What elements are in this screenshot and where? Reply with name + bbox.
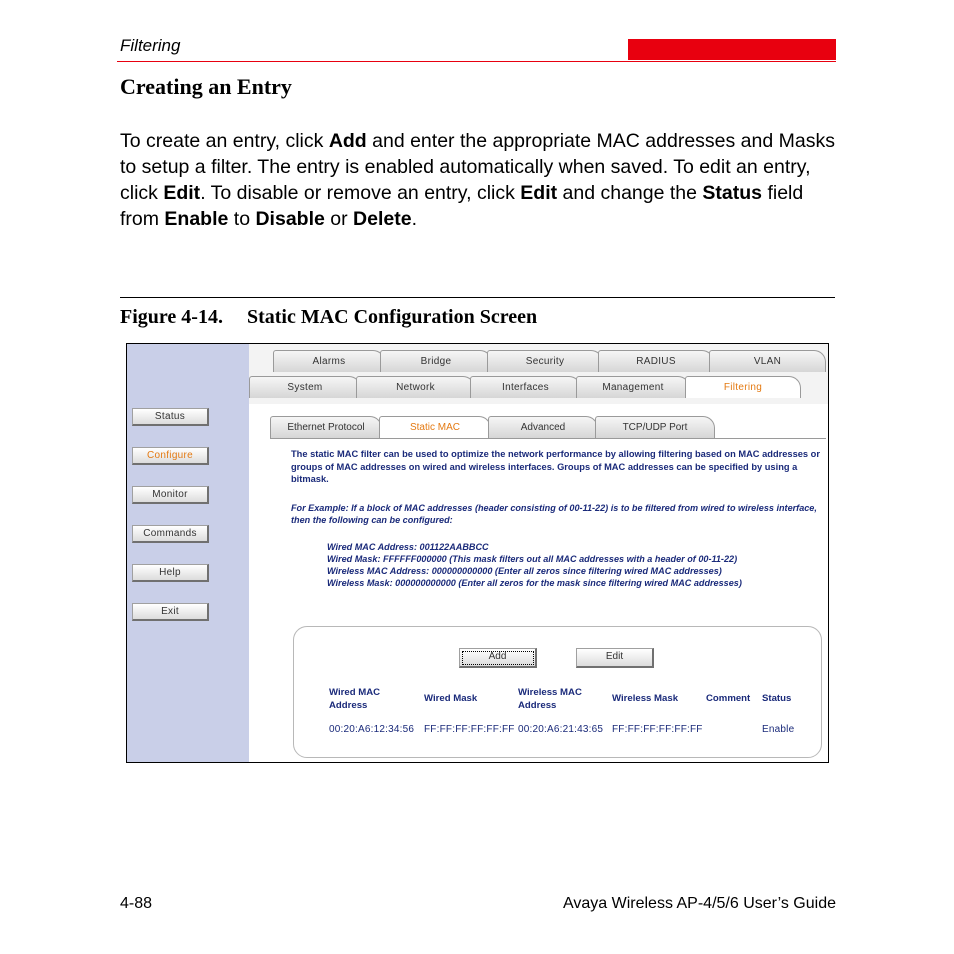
nav-help-button[interactable]: Help xyxy=(132,564,209,582)
text-run: to xyxy=(228,208,256,230)
text-run: . xyxy=(411,208,417,230)
column-header-wired-mask: Wired Mask xyxy=(424,693,478,704)
text-run: and enter the appropriate MAC addresses and Masks to setup a filter. The entry is enabled automatically when saved. To edit an entry, click xyxy=(120,130,835,204)
bold-term: Status xyxy=(702,182,763,204)
static-mac-screenshot xyxy=(126,343,829,763)
tab-vlan[interactable]: VLAN xyxy=(709,350,826,372)
subtab-ethernet-protocol[interactable]: Ethernet Protocol xyxy=(270,416,382,438)
side-nav-panel xyxy=(127,344,249,762)
example-lines xyxy=(327,541,742,589)
tab-filtering[interactable]: Filtering xyxy=(685,376,801,398)
bold-term: Delete xyxy=(353,208,412,230)
column-header-wireless-mac: Wireless MAC Address xyxy=(518,687,582,711)
text-run: . To disable or remove an entry, click xyxy=(200,182,521,204)
nav-monitor-button[interactable]: Monitor xyxy=(132,486,209,504)
edit-button[interactable]: Edit xyxy=(576,648,654,668)
bold-term: Edit xyxy=(163,182,201,204)
nav-commands-button[interactable]: Commands xyxy=(132,525,209,543)
text-run: or xyxy=(324,208,354,230)
tab-system[interactable]: System xyxy=(249,376,361,398)
figure-rule xyxy=(120,297,835,298)
header-accent-bar xyxy=(628,39,836,60)
section-title: Creating an Entry xyxy=(120,74,292,99)
tab-bridge[interactable]: Bridge xyxy=(380,350,492,372)
subtab-baseline xyxy=(270,438,826,439)
cell-wireless-mask: FF:FF:FF:FF:FF:FF xyxy=(612,724,703,735)
nav-exit-button[interactable]: Exit xyxy=(132,603,209,621)
example-line: Wireless Mask: 000000000000 (Enter all zeros for the mask since filtering wired MAC addresses) xyxy=(327,578,742,588)
tab-interfaces[interactable]: Interfaces xyxy=(470,376,581,398)
example-line: Wired MAC Address: 001122AABBCC xyxy=(327,542,489,552)
running-header: Filtering xyxy=(120,36,181,55)
figure-caption xyxy=(120,306,537,329)
column-header-wireless-mask: Wireless Mask xyxy=(612,693,679,704)
text-run: field from xyxy=(120,182,804,230)
instruction-paragraph xyxy=(120,128,840,232)
example-line: Wireless MAC Address: 000000000000 (Enter all zeros since filtering wired MAC addresses) xyxy=(327,566,722,576)
add-button[interactable]: Add xyxy=(459,648,537,668)
text-run: To create an entry, click xyxy=(120,130,329,152)
nav-status-button[interactable]: Status xyxy=(132,408,209,426)
bold-term: Edit xyxy=(520,182,558,204)
subtab-tcp-udp-port[interactable]: TCP/UDP Port xyxy=(595,416,715,438)
text-run: and change the xyxy=(557,182,703,204)
tab-radius[interactable]: RADIUS xyxy=(598,350,714,372)
figure-number: Figure 4-14. xyxy=(120,306,223,328)
cell-wired-mac: 00:20:A6:12:34:56 xyxy=(329,724,415,735)
page-number: 4-88 xyxy=(120,895,153,912)
figure-title: Static MAC Configuration Screen xyxy=(246,306,538,328)
cell-wired-mask: FF:FF:FF:FF:FF:FF xyxy=(424,724,515,735)
bold-term: Disable xyxy=(255,208,325,230)
bold-term: Enable xyxy=(164,208,229,230)
mac-entry-table-panel xyxy=(293,626,822,758)
column-header-wired-mac: Wired MAC Address xyxy=(329,687,381,711)
header-rule xyxy=(117,61,836,62)
example-line: Wired Mask: FFFFFF000000 (This mask filters out all MAC addresses with a header of 00-11-22) xyxy=(327,554,738,564)
column-header-comment: Comment xyxy=(706,693,751,704)
tab-security[interactable]: Security xyxy=(487,350,603,372)
subtab-static-mac[interactable]: Static MAC xyxy=(379,416,491,438)
bold-term: Add xyxy=(328,130,367,152)
cell-status: Enable xyxy=(762,724,795,735)
tab-management[interactable]: Management xyxy=(576,376,690,398)
guide-title: Avaya Wireless AP-4/5/6 User’s Guide xyxy=(562,895,836,912)
tab-network[interactable]: Network xyxy=(356,376,475,398)
example-intro: For Example: If a block of MAC addresses (header consisting of 00-11-22) is to be filtered from wired to wireless interface, then the following can be configured: xyxy=(291,503,817,525)
cell-wireless-mac: 00:20:A6:21:43:65 xyxy=(518,724,604,735)
column-header-status: Status xyxy=(762,693,792,704)
nav-configure-button[interactable]: Configure xyxy=(132,447,209,465)
static-mac-description: The static MAC filter can be used to optimize the network performance by allowing filtering based on MAC addresses or groups of MAC addresses on wired and wireless interfaces. Groups of MAC addresses can be specified by using a bitmask. xyxy=(291,449,820,484)
subtab-advanced[interactable]: Advanced xyxy=(488,416,598,438)
tab-alarms[interactable]: Alarms xyxy=(273,350,385,372)
